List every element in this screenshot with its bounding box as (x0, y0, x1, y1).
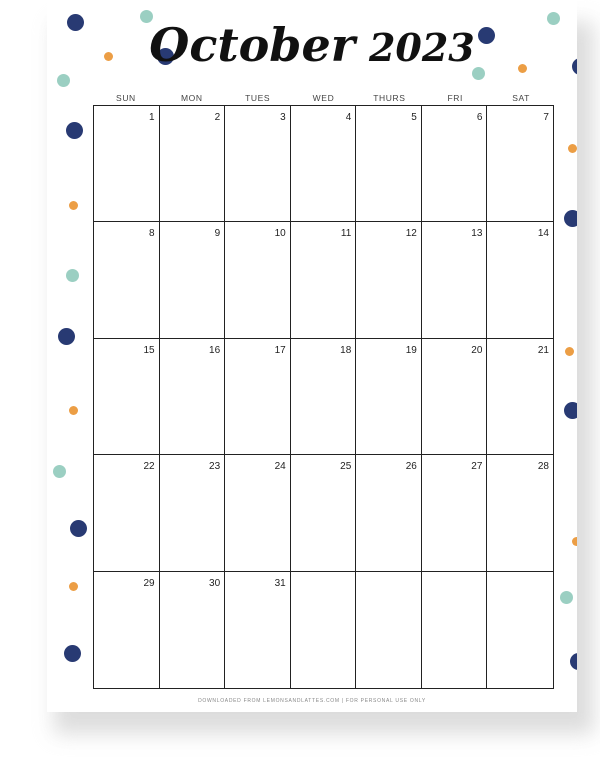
decorative-dot (64, 645, 81, 662)
day-cell[interactable] (94, 455, 160, 571)
decorative-dot (69, 201, 78, 210)
day-cell[interactable] (356, 572, 422, 688)
page-title (47, 0, 577, 93)
day-cell[interactable] (225, 222, 291, 338)
decorative-dot (58, 328, 75, 345)
day-number: 22 (143, 461, 155, 473)
day-cell[interactable] (225, 339, 291, 455)
weekday-header (93, 91, 554, 105)
day-number: 3 (280, 112, 286, 123)
day-number: 29 (143, 577, 155, 589)
day-cell[interactable] (160, 339, 226, 455)
decorative-dot (565, 347, 574, 356)
day-cell[interactable] (422, 339, 488, 455)
day-cell[interactable] (160, 106, 226, 222)
day-number: 8 (149, 228, 155, 240)
day-cell[interactable] (94, 572, 160, 688)
day-cell[interactable] (356, 222, 422, 338)
day-number: 24 (274, 461, 286, 473)
day-cell[interactable] (160, 222, 226, 338)
day-cell[interactable] (356, 106, 422, 222)
weekday-label: MON (180, 93, 203, 103)
weekday-label: SAT (512, 93, 530, 103)
decorative-dot (69, 406, 78, 415)
day-cell[interactable] (225, 572, 291, 688)
day-number: 30 (209, 577, 221, 589)
day-number: 14 (537, 228, 549, 240)
decorative-dot (564, 402, 577, 419)
day-number: 13 (471, 228, 483, 240)
day-cell[interactable] (291, 339, 357, 455)
day-cell[interactable] (94, 222, 160, 338)
day-number: 19 (405, 344, 417, 356)
day-cell[interactable] (225, 455, 291, 571)
calendar-grid (93, 105, 554, 689)
decorative-dot (570, 653, 577, 670)
day-number: 16 (209, 344, 221, 356)
footer-credit: DOWNLOADED FROM LEMONSANDLATTES.COM | FOR PERSONAL USE ONLY (198, 698, 426, 704)
day-cell[interactable] (94, 339, 160, 455)
day-cell[interactable] (225, 106, 291, 222)
weekday-label: FRI (447, 93, 463, 103)
decorative-dot (560, 591, 573, 604)
day-number: 4 (345, 112, 352, 123)
weekday-label: TUES (245, 93, 271, 103)
day-number: 20 (471, 344, 483, 356)
decorative-dot (564, 210, 577, 227)
day-number: 21 (537, 344, 549, 356)
day-cell[interactable] (487, 455, 553, 571)
day-cell[interactable] (356, 455, 422, 571)
day-number: 2 (214, 112, 221, 123)
day-cell[interactable] (94, 106, 160, 222)
day-number: 18 (340, 344, 352, 356)
weekday-label: WED (312, 93, 335, 103)
day-number: 15 (143, 344, 155, 356)
day-number: 23 (209, 461, 221, 473)
day-cell[interactable] (291, 106, 357, 222)
day-number: 26 (405, 461, 417, 473)
day-cell[interactable] (291, 455, 357, 571)
decorative-dot (69, 582, 78, 591)
day-cell[interactable] (160, 572, 226, 688)
decorative-dot (572, 537, 577, 546)
day-cell[interactable] (422, 572, 488, 688)
day-number: 7 (543, 112, 549, 123)
weekday-label: SUN (116, 93, 136, 103)
day-cell[interactable] (487, 222, 553, 338)
decorative-dot (66, 269, 79, 282)
day-cell[interactable] (422, 106, 488, 222)
day-number: 11 (340, 228, 352, 240)
decorative-dot (70, 520, 87, 537)
day-cell[interactable] (422, 222, 488, 338)
day-cell[interactable] (160, 455, 226, 571)
decorative-dot (568, 144, 577, 153)
day-number: 9 (214, 228, 221, 240)
day-cell[interactable] (356, 339, 422, 455)
day-cell[interactable] (487, 339, 553, 455)
day-number: 25 (340, 461, 352, 473)
day-cell[interactable] (422, 455, 488, 571)
day-number: 10 (274, 228, 286, 240)
year-title: 2023 (368, 25, 475, 70)
month-title: October (149, 18, 355, 72)
day-number: 1 (149, 112, 155, 123)
day-number: 5 (411, 112, 417, 123)
day-cell[interactable] (291, 572, 357, 688)
decorative-dot (53, 465, 66, 478)
day-number: 31 (274, 577, 286, 589)
day-number: 6 (476, 112, 483, 123)
decorative-dot (66, 122, 83, 139)
day-number: 12 (405, 228, 417, 240)
day-cell[interactable] (487, 106, 553, 222)
day-number: 17 (274, 344, 286, 356)
weekday-label: THURS (373, 93, 406, 103)
calendar-page (47, 0, 577, 712)
day-cell[interactable] (291, 222, 357, 338)
day-number: 27 (471, 461, 483, 473)
day-cell[interactable] (487, 572, 553, 688)
day-number: 28 (537, 461, 549, 473)
